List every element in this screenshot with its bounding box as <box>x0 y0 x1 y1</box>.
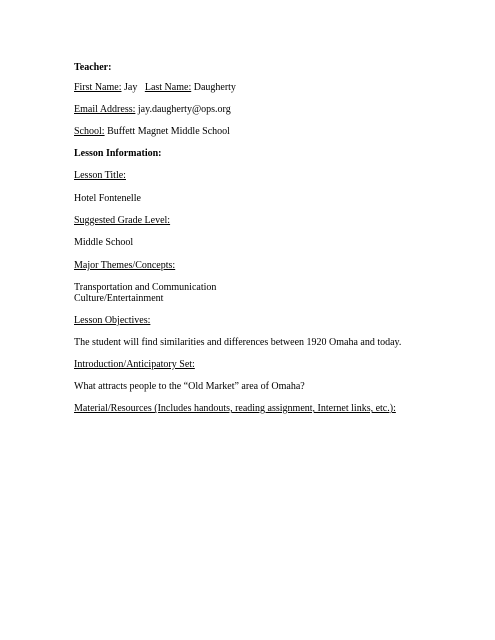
last-name-value: Daugherty <box>193 82 236 93</box>
grade-level-value: Middle School <box>74 237 134 248</box>
email-value: jay.daugherty@ops.org <box>137 104 231 115</box>
grade-level-label: Suggested Grade Level: <box>74 215 171 226</box>
lesson-info-heading: Lesson Information: <box>74 148 162 159</box>
lesson-title-label: Lesson Title: <box>74 170 126 181</box>
objectives-label: Lesson Objectives: <box>74 315 151 326</box>
themes-label: Major Themes/Concepts: <box>74 260 176 271</box>
name-line <box>74 82 236 94</box>
school-label: School: <box>74 126 105 137</box>
last-name-label: Last Name: <box>144 82 192 93</box>
objectives-value: The student will find similarities and differences between 1920 Omaha and today. <box>74 337 402 348</box>
email-label: Email Address: <box>74 104 136 115</box>
school-line <box>74 126 230 138</box>
intro-value: What attracts people to the “Old Market” area of Omaha? <box>74 381 305 392</box>
materials-label: Material/Resources (Includes handouts, reading assignment, Internet links, etc.): <box>74 403 396 414</box>
email-line <box>74 104 231 116</box>
themes-value-1: Transportation and Communication <box>74 282 217 293</box>
intro-label: Introduction/Anticipatory Set: <box>74 359 195 370</box>
school-value: Buffett Magnet Middle School <box>107 126 230 137</box>
first-name-value: Jay <box>124 82 138 93</box>
themes-value-2: Culture/Entertainment <box>74 293 164 304</box>
first-name-label: First Name: <box>74 82 122 93</box>
lesson-title-value: Hotel Fontenelle <box>74 193 141 204</box>
teacher-heading: Teacher: <box>74 62 112 73</box>
